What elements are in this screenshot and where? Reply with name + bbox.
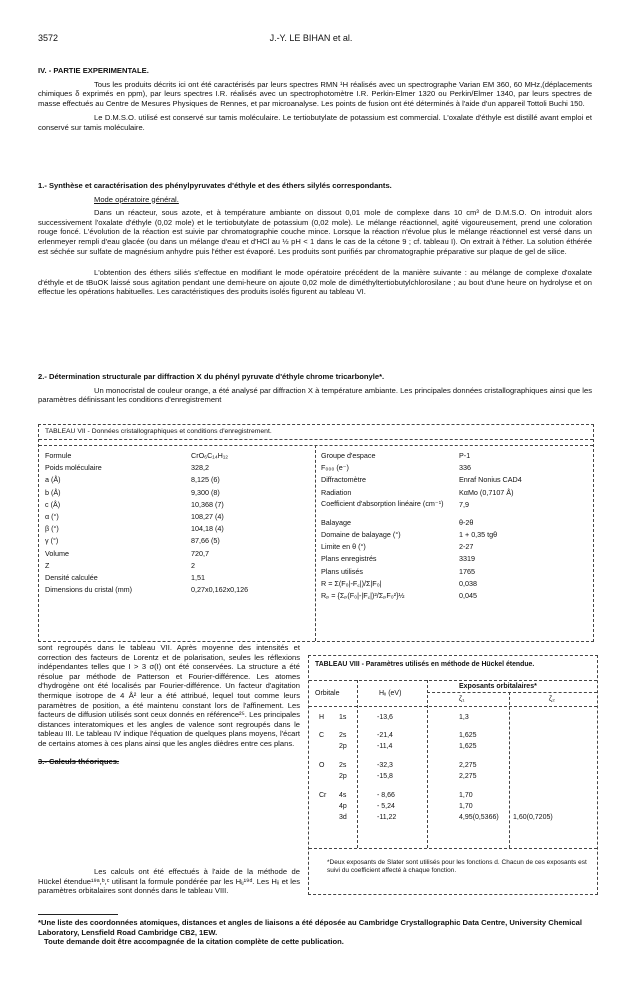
- table-row: [45, 475, 313, 487]
- table-row: [45, 573, 313, 585]
- subsection-title: 2.- Détermination structurale par diffraction X du phényl pyruvate d'éthyle chrome tricarbonyle*.: [38, 372, 385, 381]
- page-header: [38, 33, 584, 47]
- table-row: [45, 549, 313, 561]
- table-cell: -11,22: [377, 814, 397, 821]
- table-cell: C: [319, 732, 325, 739]
- table-cell: - 5,24: [377, 803, 395, 810]
- row-label: β (°): [45, 524, 59, 534]
- column-header: Orbitale: [315, 690, 340, 697]
- row-value: 0,27x0,162x0,126: [191, 585, 249, 595]
- table-row: [45, 585, 313, 597]
- row-value: CrO₆C₁₄H₁₂: [191, 451, 229, 460]
- divider: [509, 692, 510, 848]
- row-value: θ-2θ: [459, 517, 474, 527]
- row-value: P-1: [459, 451, 471, 460]
- table-right-column: [321, 451, 589, 603]
- row-label: γ (°): [45, 536, 59, 546]
- divider: [309, 706, 597, 707]
- table-cell: -11,4: [377, 743, 393, 750]
- column-text: [38, 643, 300, 766]
- table-row: [321, 554, 589, 566]
- table-cell: -32,3: [377, 762, 393, 769]
- row-label: Plans enregistrés: [321, 554, 377, 564]
- row-value: KαMo (0,7107 Å): [459, 487, 514, 497]
- table-caption: TABLEAU VIII - Paramètres utilisés en méthode de Hückel étendue.: [315, 661, 535, 668]
- table-cell: 2,275: [459, 773, 477, 780]
- divider: [315, 445, 316, 641]
- table-row: [321, 518, 589, 530]
- row-value: 9,300 (8): [191, 487, 220, 497]
- subsection-1: [38, 181, 592, 297]
- paragraph: sont regroupés dans le tableau VII. Après moyenne des intensités et correction des facteurs de Lorentz et de polarisation, seules les réflexions indépendantes telles que I > 3 σ(I) ont été conservées. La structure a été résolue par méthode de Patterson et Fourier-différence. Les atomes d'hydrogène ont été localisés par Fourier-différence. Un facteur d'agitation thermique isotrope de 4 Å² leur a été attribué, lequel tout comme leurs paramètres de position, a été maintenu constant lors de l'affinement. Les facteurs de diffusion utilisés sont ceux donnés en référence²⁵. Les principales distances interatomiques et les angles de valence sont regroupés dans le tableau III. Le tableau IV indique l'équation de quelques plans moyens, l'écart de certains atomes à ces plans ainsi que les angles dièdres entre ces plans.: [38, 643, 300, 748]
- row-label: α (°): [45, 511, 59, 521]
- table-row: [45, 524, 313, 536]
- row-label: a (Å): [45, 475, 61, 485]
- table-cell: 1,3: [459, 714, 469, 721]
- divider: [39, 439, 593, 440]
- row-label: R = Σ(F₀|-F꜀|)/Σ|F₀|: [321, 578, 382, 588]
- paragraph: L'obtention des éthers siliés s'effectue en modifiant le mode opératoire précédent de la manière suivante : au mélange de complexe d'oxalate d'éthyle et de tBuOK laissé sous agitation pendant une demi-heure on ajoute 0,02 mole de diméthyltertiobutylchlorosilane ; au bout d'une heure on hydrolyse et on effectue les opérations habituelles. Les caractéristiques des produits isolés figurent au tableau VI.: [38, 268, 592, 297]
- table-row: [45, 536, 313, 548]
- row-value: 8,125 (6): [191, 475, 220, 485]
- subsection-title: 3.- Calculs théoriques.: [38, 756, 120, 766]
- table-footnote: *Deux exposants de Slater sont utilisés pour les fonctions d. Chacun de ces exposants est suivi du coefficient affecté à chaque fonction.: [327, 859, 587, 875]
- table-cell: - 8,66: [377, 792, 395, 799]
- subsection-title: 1.- Synthèse et caractérisation des phénylpyruvates d'éthyle et des éthers silylés correspondants.: [38, 181, 392, 190]
- table-cell: 3d: [339, 814, 347, 821]
- table-cell: 2p: [339, 743, 347, 750]
- divider: [309, 848, 597, 849]
- row-label: Domaine de balayage (°): [321, 529, 401, 539]
- row-label: Balayage: [321, 517, 351, 527]
- table-cell: 1,625: [459, 732, 477, 739]
- paragraph: Le D.M.S.O. utilisé est conservé sur tamis moléculaire. Le tertiobutylate de potassium est commercial. L'oxalate d'éthyle est distillé avant emploi et conservé sur tamis moléculaire.: [38, 113, 592, 132]
- table-row: [45, 488, 313, 500]
- table-row: [321, 591, 589, 603]
- table-cell: 1s: [339, 714, 347, 721]
- table-row: [321, 579, 589, 591]
- table-cell: 2s: [339, 732, 347, 739]
- subsection-2: [38, 372, 592, 405]
- row-value: 0,038: [459, 578, 477, 588]
- table-cell: -15,8: [377, 773, 393, 780]
- row-value: 1765: [459, 566, 475, 576]
- row-label: Poids moléculaire: [45, 463, 102, 473]
- divider: [309, 680, 597, 681]
- table-cell: 1,70: [459, 803, 473, 810]
- row-value: 7,9: [459, 499, 469, 509]
- row-value: 87,66 (5): [191, 536, 220, 546]
- table-left-column: [45, 451, 313, 597]
- row-label: F₀₀₀ (e⁻): [321, 463, 349, 473]
- divider: [39, 445, 593, 446]
- section-title: IV. - PARTIE EXPERIMENTALE.: [38, 66, 149, 75]
- table-row: [321, 451, 589, 463]
- table-cell: -13,6: [377, 714, 393, 721]
- column-header: ζ₁: [459, 696, 465, 703]
- divider: [427, 692, 597, 693]
- table-cell: 1,70: [459, 792, 473, 799]
- row-label: c (Å): [45, 499, 61, 509]
- column-header: ζ₂: [549, 696, 555, 703]
- column-header: Hᵢᵢ (eV): [379, 690, 402, 697]
- table-row: [321, 488, 589, 500]
- page-footnote: [38, 918, 588, 947]
- table-row: [321, 530, 589, 542]
- table-vii: [38, 424, 594, 642]
- table-cell: 4p: [339, 803, 347, 810]
- row-value: 104,18 (4): [191, 524, 224, 534]
- row-label: Volume: [45, 548, 69, 558]
- row-value: 1,51: [191, 572, 205, 582]
- row-value: 2-27: [459, 542, 474, 552]
- row-label: Densité calculée: [45, 572, 98, 582]
- table-cell: Cr: [319, 792, 327, 799]
- paragraph: Un monocristal de couleur orange, a été analysé par diffraction X à température ambiante. Les principales données cristallographiques ainsi que les paramètres définissant les conditions d'enregistrement: [38, 385, 592, 405]
- table-row: [321, 500, 589, 518]
- table-row: [321, 475, 589, 487]
- table-cell: 1,625: [459, 743, 477, 750]
- row-label: Radiation: [321, 487, 352, 497]
- table-caption: TABLEAU VII - Données cristallographiques et conditions d'enregistrement.: [45, 428, 272, 435]
- subsection-3: [38, 867, 300, 896]
- row-label: Limite en θ (°): [321, 542, 366, 552]
- table-row: [45, 451, 313, 463]
- table-row: [321, 542, 589, 554]
- row-value: Enraf Nonius CAD4: [459, 475, 522, 485]
- table-row: [45, 561, 313, 573]
- table-cell: 2s: [339, 762, 347, 769]
- row-value: 336: [459, 463, 471, 473]
- row-value: 108,27 (4): [191, 511, 224, 521]
- footnote-line: Toute demande doit être accompagnée de la citation complète de cette publication.: [44, 937, 344, 947]
- table-row: [45, 512, 313, 524]
- row-value: 3319: [459, 554, 475, 564]
- table-cell: 4s: [339, 792, 347, 799]
- row-label: Z: [45, 560, 50, 570]
- footnote-line: *Une liste des coordonnées atomiques, distances et angles de liaisons a été déposée au Cambridge Crystallographic Data Centre, University Chemical Laboratory, Lensfield Road Cambridge CB2, 1EW.: [38, 918, 582, 937]
- row-label: b (Å): [45, 487, 61, 497]
- table-cell: O: [319, 762, 325, 769]
- paragraph: Tous les produits décrits ici ont été caractérisés par leurs spectres RMN ¹H réalisés avec un spectrographe Varian EM 360, 60 MHz,(déplacements chimiques δ exprimés en ppm), par leurs spectres I.R. réalisés avec un spectrophotomètre I.R. Perkin-Elmer 1320 ou Perkin/Elmer 1340, par leurs spectres de masse effectués au Centre de Mesures Physiques de Rennes, et par microanalyse. Les points de fusion ont été déterminés à l'aide d'un appareil Tottoli Buchi 150.: [38, 79, 592, 108]
- row-label: Coefficient d'absorption linéaire (cm⁻¹): [321, 498, 444, 508]
- row-label: Diffractomètre: [321, 475, 367, 485]
- section-4: [38, 66, 592, 133]
- row-label: Rₚ = {Σₚ(F₀|-|F꜀|)²/ΣₚF₀²}½: [321, 590, 405, 600]
- table-cell: 1,60(0,7205): [513, 814, 553, 821]
- table-cell: -21,4: [377, 732, 393, 739]
- row-value: 0,045: [459, 590, 477, 600]
- row-value: 2: [191, 560, 195, 570]
- paragraph: Les calculs ont été effectués à l'aide de la méthode de Hückel étendue¹⁹ᵃ,ᵇ,ᶜ utilisant la formule pondérée par les Hᵢⱼ¹⁹ᵈ. Les Hᵢᵢ et les paramètres orbitalaires sont donnés dans le tableau VIII.: [38, 867, 300, 896]
- table-cell: 2p: [339, 773, 347, 780]
- subsection-subtitle: Mode opératoire général.: [94, 194, 179, 204]
- table-cell: H: [319, 714, 325, 721]
- footnote-rule: [38, 914, 118, 915]
- table-cell: 2,275: [459, 762, 477, 769]
- table-row: [45, 463, 313, 475]
- column-header: Exposants orbitalaires*: [459, 683, 537, 690]
- running-head: J.-Y. LE BIHAN et al.: [269, 33, 353, 43]
- page-number: 3572: [38, 33, 59, 43]
- row-value: 1 + 0,35 tgθ: [459, 529, 498, 539]
- table-cell: 4,95(0,5366): [459, 814, 499, 821]
- table-row: [45, 500, 313, 512]
- row-label: Plans utilisés: [321, 566, 363, 576]
- table-viii: [308, 655, 598, 895]
- row-label: Groupe d'espace: [321, 451, 376, 460]
- row-value: 720,7: [191, 548, 209, 558]
- row-label: Formule: [45, 451, 72, 460]
- table-row: [321, 567, 589, 579]
- table-row: [321, 463, 589, 475]
- paragraph: Dans un réacteur, sous azote, et à température ambiante on dissout 0,01 mole de complexe dans 10 cm³ de D.M.S.O. On introduit alors successivement l'oxalate d'éthyle (0,02 mole) et le tertiobutylate de potassium (0,02 mole). Le mélange réactionnel, agité vigoureusement, prend une coloration rouge foncé. L'évolution de la réaction est suivie par chromatographie couche mince. Lorsque la réaction n'évolue plus le mélange réactionnel est versé dans un erlenmeyer rempli d'eau glacée (ou dans un mélange d'eau et d'HCl au ½ pH < 1 dans le cas de la cétone 9 ; cf. tableau I). On extrait à l'éther. La solution éthérée est séchée sur sulfate de magnésium anhydre puis l'éther est évaporé. Les produits sont purifiés par chromatographie préparative sur plaque de gel de silice.: [38, 208, 592, 256]
- row-value: 328,2: [191, 463, 209, 473]
- row-label: Dimensions du cristal (mm): [45, 585, 133, 595]
- row-value: 10,368 (7): [191, 499, 224, 509]
